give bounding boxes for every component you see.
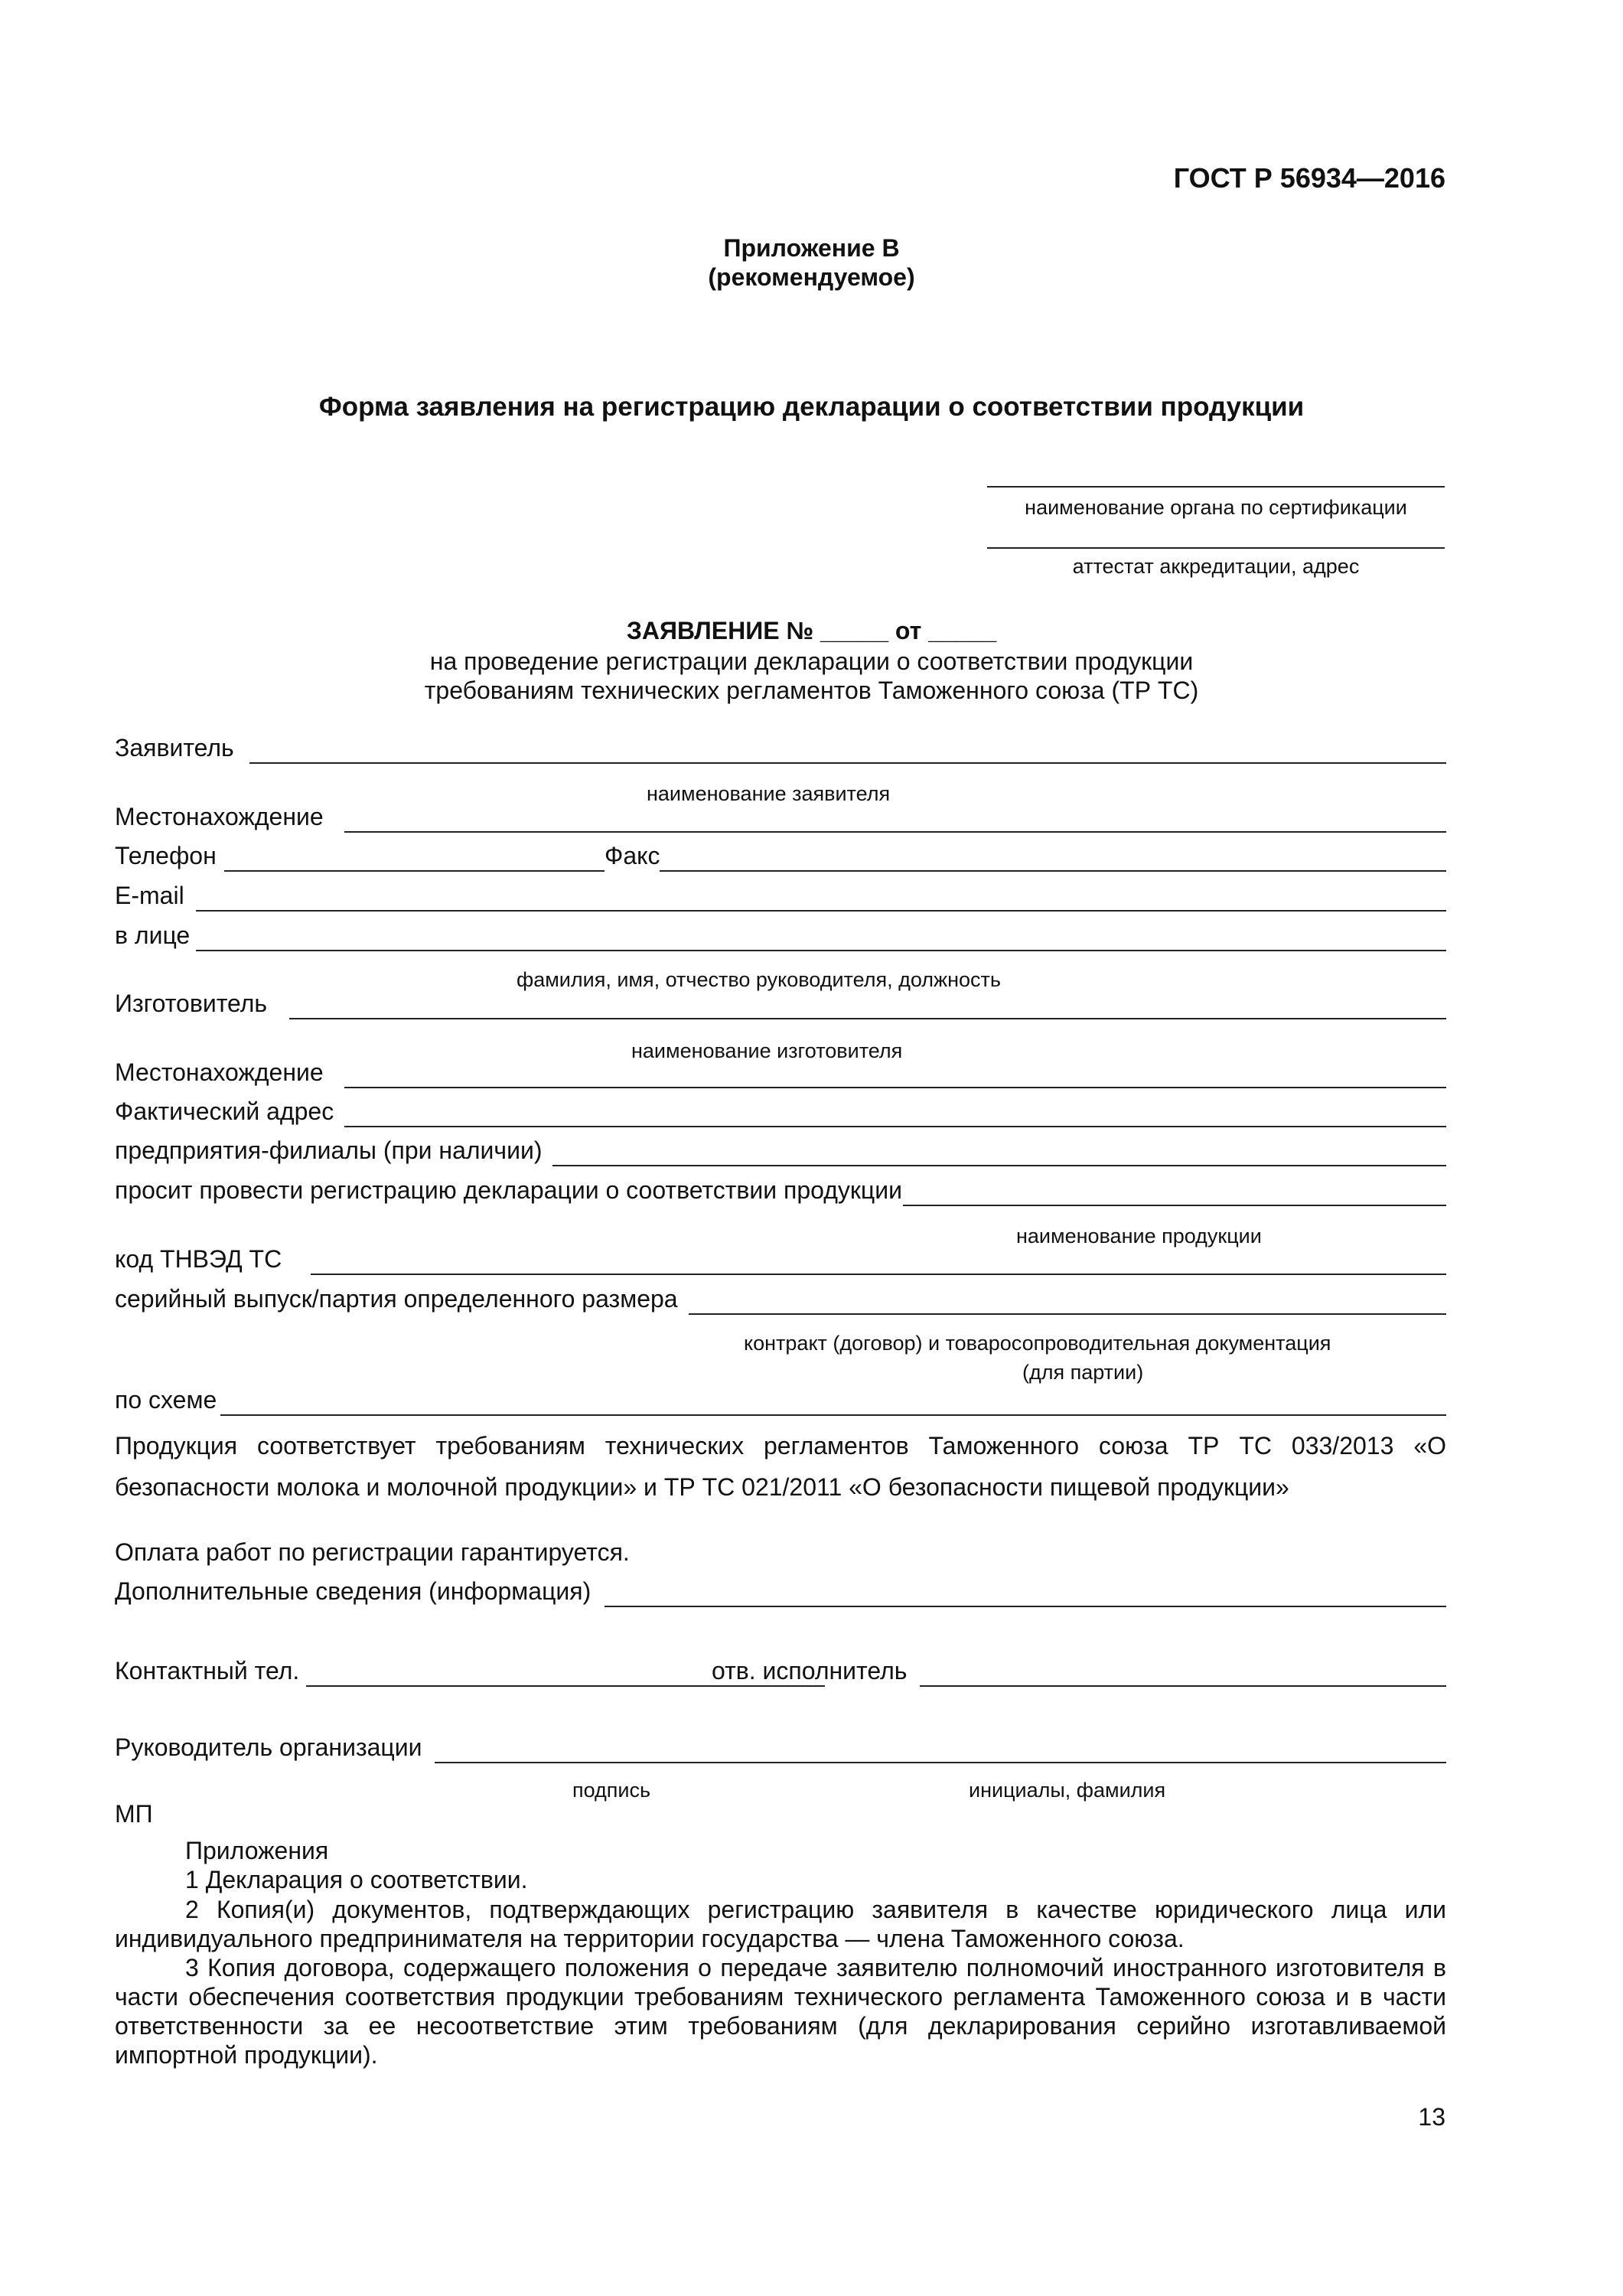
representative-hint: фамилия, имя, отчество руководителя, должность (517, 968, 1001, 991)
actual-address-label: Фактический адрес (115, 1097, 334, 1125)
form-title: Форма заявления на регистрацию декларации о соответствии продукции (318, 392, 1305, 422)
stamp-label: МП (115, 1800, 153, 1828)
certification-body-line[interactable] (987, 486, 1445, 488)
executor-label: отв. исполнитель (712, 1657, 908, 1684)
fax-label: Факс (605, 842, 660, 869)
application-subtitle-1: на проведение регистрации декларации о соответствии продукции (429, 647, 1194, 675)
applicant-location-label: Местонахождение (115, 803, 324, 830)
manufacturer-location-field[interactable] (115, 1058, 1446, 1091)
attachments-title: Приложения (185, 1837, 329, 1864)
head-row (115, 1733, 1446, 1766)
product-request-field[interactable] (115, 1176, 1446, 1209)
page-number: 13 (1418, 2103, 1445, 2131)
applicant-location-field[interactable] (115, 805, 1446, 836)
payment-note: Оплата работ по регистрации гарантируется. (115, 1538, 630, 1566)
applicant-field[interactable] (115, 736, 1446, 767)
appendix-title: Приложение В (723, 234, 900, 262)
email-label: E-mail (115, 882, 184, 909)
phone-input[interactable] (224, 870, 605, 872)
manufacturer-field[interactable] (115, 992, 1446, 1022)
contract-hint-1: контракт (договор) и товаросопроводительная документация (744, 1332, 1331, 1355)
head-label: Руководитель организации (115, 1733, 422, 1761)
actual-address-field[interactable] (115, 1097, 1446, 1130)
appendix-subtitle: (рекомендуемое) (708, 263, 915, 291)
accreditation-hint: аттестат аккредитации, адрес (1072, 555, 1360, 578)
attachment-item-1: 1 Декларация о соответствии. (185, 1866, 528, 1893)
accreditation-line[interactable] (987, 547, 1445, 549)
additional-info-label: Дополнительные сведения (информация) (115, 1577, 592, 1605)
application-title: ЗАЯВЛЕНИЕ № _____ от _____ (626, 617, 997, 644)
manufacturer-hint: наименование изготовителя (631, 1039, 903, 1062)
contract-hint-2: (для партии) (1022, 1361, 1144, 1384)
applicant-hint: наименование заявителя (647, 782, 891, 805)
fax-input[interactable] (660, 870, 1446, 872)
phone-fax-row (115, 844, 1446, 875)
compliance-text: Продукция соответствует требованиям технических регламентов Таможенного союза ТР ТС 033/2013 «О безопасности молока и молочной продукции» и ТР ТС 021/2011 «О безопасности пищевой продукции» (115, 1432, 1446, 1501)
branches-label: предприятия-филиалы (при наличии) (115, 1137, 543, 1164)
name-input[interactable] (865, 1762, 1446, 1763)
email-field[interactable] (115, 884, 1446, 915)
additional-info-field[interactable] (115, 1577, 1446, 1610)
product-request-label: просит провести регистрацию декларации о соответствии продукции (115, 1176, 902, 1204)
certification-body-hint: наименование органа по сертификации (1025, 496, 1407, 519)
executor-input[interactable] (920, 1685, 1446, 1687)
phone-label: Телефон (115, 842, 217, 869)
manufacturer-label: Изготовитель (115, 990, 268, 1017)
representative-field[interactable] (115, 921, 1446, 954)
contact-phone-input[interactable] (306, 1685, 825, 1687)
contact-phone-label: Контактный тел. (115, 1657, 300, 1684)
attachment-item-3: 3 Копия договора, содержащего положения о передаче заявителю полномочий иностранного изготовителя в части обеспечения соответствия продукции требованиям технического регламента Таможенного союза и в части ответственности за ее несоответствие этим требованиям (для декларирования серийно изготавливаемой импортной продукции). (115, 1954, 1446, 2069)
serial-field[interactable] (115, 1287, 1446, 1318)
representative-label: в лице (115, 921, 191, 949)
tnved-label: код ТНВЭД ТС (115, 1245, 282, 1273)
scheme-field[interactable] (115, 1388, 1446, 1419)
application-subtitle-2: требованиям технических регламентов Таможенного союза (ТР ТС) (424, 677, 1199, 704)
attachment-item-2: 2 Копия(и) документов, подтверждающих регистрацию заявителя в качестве юридического лица или индивидуального предпринимателя на территории государства — члена Таможенного союза. (115, 1896, 1446, 1952)
product-hint: наименование продукции (1016, 1225, 1262, 1247)
serial-label: серийный выпуск/партия определенного размера (115, 1285, 678, 1313)
signature-hint: подпись (572, 1779, 651, 1802)
scheme-label: по схеме (115, 1386, 217, 1414)
name-hint: инициалы, фамилия (969, 1779, 1166, 1802)
contact-row (115, 1659, 1446, 1690)
document-code: ГОСТ Р 56934—2016 (1173, 162, 1445, 194)
branches-field[interactable] (115, 1139, 1446, 1169)
manufacturer-location-label: Местонахождение (115, 1058, 324, 1086)
applicant-label: Заявитель (115, 734, 234, 762)
tnved-field[interactable] (115, 1247, 1446, 1278)
